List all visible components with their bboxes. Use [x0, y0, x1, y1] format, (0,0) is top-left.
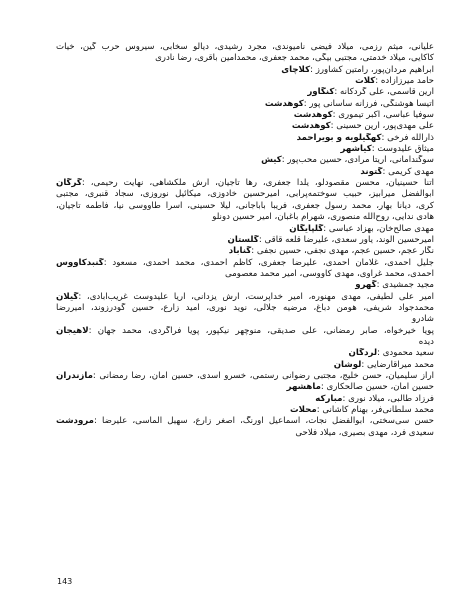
names-text: حامد میرزازاده : — [375, 76, 434, 87]
names-text: جلیل احمدی، غلامان احمدی، علیرضا جعفری، کاظم احمدی، محمد احمدی، مسعود : — [103, 257, 434, 268]
text-line: محمدجواد شریفی، هومن دباغ، مرضیه جلالی، نوید نوری، امید زارع، حسین گودرزوند، امیررضا — [56, 302, 434, 313]
place-name: گلستان — [227, 234, 259, 245]
place-name: ماهشهر — [286, 382, 321, 393]
text-line — [56, 382, 434, 393]
names-text: آرین قاسمی، علی گردکانه : — [334, 87, 434, 98]
text-line — [56, 360, 434, 371]
text-line: علیانی، میثم رزمی، میلاد فیضی نامیوندی، مجرد رشیدی، دیالو سخابی، سیروس حرب گین، خیات — [56, 42, 434, 52]
text-line — [56, 246, 434, 257]
place-name: گلپایگان — [289, 223, 324, 234]
text-line — [56, 235, 434, 246]
names-text: محمد سلطانی‌فر، بهنام کاشانی : — [316, 405, 434, 415]
names-text: حسن سی‌سختی، ابوالفضل نجات، اسماعیل اورنگ، اصغر زارع، سهیل الماسی، علیرضا : — [93, 416, 434, 427]
text-line: دیده — [418, 336, 434, 347]
place-name: گنبدکاووس — [56, 257, 104, 268]
place-name: کوهدشت — [264, 98, 304, 109]
place-name: گتوند — [360, 166, 383, 177]
text-line — [56, 121, 434, 132]
names-text: مجید جمشیدی : — [376, 280, 434, 291]
place-name: کنگاور — [307, 87, 335, 98]
text-line — [56, 258, 434, 269]
names-text: سعید محمودی : — [377, 348, 434, 359]
text-line — [56, 326, 434, 337]
names-text: آراز سلیمیان، حسن خلیج، مجتبی رضوانی رستمی، خسرو اسدی، حسین امان، رضا رمضانی : — [92, 370, 434, 381]
text-line — [56, 348, 434, 359]
place-name: کوهدشت — [291, 121, 331, 132]
place-name: مازندران — [56, 370, 93, 381]
names-text: سوگندامانی، آریتا مرادی، حسین محب‌پور : — [281, 155, 434, 166]
text-line — [56, 110, 434, 121]
text-line: ابوالفضل میرآبیز، حبیب سوختمه‌پرابی، امیرحسین خادوزی، میکائیل نوروزی، سجاد قنبری، مجتبی — [56, 189, 434, 200]
place-name: کلات — [355, 76, 376, 87]
text-line — [56, 405, 434, 416]
names-text: علی مهدی‌پور، آرین حسینی : — [330, 121, 434, 132]
text-line — [56, 224, 434, 235]
text-line — [56, 167, 434, 178]
text-line: سعیدی فرد، مهدی بصیری، میلاد فلاحی — [295, 427, 434, 438]
place-name: مرودشت — [56, 416, 94, 427]
place-name: لردگان — [348, 348, 378, 359]
text-line — [56, 371, 434, 382]
names-text: آتنا حسینیان، محسن مقصودلو، یلدا جعفری، رها تاجیان، آرش ملکشاهی، نهایت رحیمی، : — [81, 178, 434, 189]
text-line: احمدی، محمد غراوی، مهدی کاووسی، امیر محمد معصومی — [224, 268, 434, 279]
place-name: کلاچای — [281, 64, 311, 75]
place-name: کیش — [261, 155, 282, 166]
text-line — [56, 65, 434, 76]
names-text: مهدی کریمی : — [382, 166, 434, 177]
text-line — [56, 99, 434, 110]
names-text: مهدی صالح‌خان، بهزاد عباسی : — [323, 223, 434, 234]
names-text: سوفیا عباسی، اکبر تیموری : — [332, 110, 434, 121]
place-name: کوهدشت — [293, 110, 333, 121]
place-name: کیاشهر — [340, 144, 372, 155]
names-text: نگار عجم، حسین عجم، مهدی نجفی، حسین نجفی : — [251, 246, 434, 257]
place-name: کهگیلویه و بویراحمد — [296, 132, 382, 143]
text-line — [56, 394, 434, 405]
text-line — [56, 144, 434, 155]
text-line: شادرو — [412, 314, 434, 325]
names-text: پویا خیرخواه، صابر رمضانی، علی صدیقی، منوچهر نیکپور، پویا فراگردی، محمد جهان : — [88, 325, 434, 336]
names-text: ابراهیم مردان‌پور، رامتین کشاورز : — [310, 64, 434, 75]
text-line — [56, 155, 434, 166]
place-name: محلات — [290, 405, 317, 415]
text-line — [56, 133, 434, 144]
place-name: گیلان — [56, 291, 79, 302]
place-name: لوشان — [333, 359, 362, 370]
document-body — [56, 42, 434, 439]
names-text: امیر علی لطیفی، مهدی مهنوره، امیر خداپرست، آرش یزدانی، آریا علیدوست غریب‌آبادی، : — [78, 291, 434, 302]
names-text: میثاق علیدوست : — [371, 144, 434, 155]
text-line: هادی ندایی، روح‌الله منصوری، شهرام باغبان، امیر حسین دونلو — [212, 212, 434, 223]
text-line — [56, 87, 434, 98]
names-text: امیرحسین آلوند، یاور سعدی، علیرضا قلعه قاقی : — [258, 234, 434, 245]
names-text: حسین امان، حسین صالحکاری : — [320, 382, 434, 393]
text-line: کری، دیانا بهار، محمد رسول جعفری، فریبا باباجانی، لیلا حسینی، اسرا طاووسی نیا، فاطمه تاجیان، — [56, 200, 434, 211]
text-line — [56, 280, 434, 291]
text-line — [56, 76, 434, 87]
names-text: آتیسا هوشنگی، فرزانه ساسانی پور : — [303, 98, 434, 109]
names-text: ذارالله فرخی : — [381, 132, 434, 143]
text-line: کاکایی، میلاد خدمتی، مجتبی بیگی، محمد جعفری، محمدامین باقری، رضا نادری — [155, 53, 434, 64]
text-line — [56, 178, 434, 189]
place-name: گهرو — [355, 280, 377, 291]
place-name: گناباد — [228, 246, 252, 257]
names-text: محمد میرآقارضایی : — [361, 359, 434, 370]
page-number: 143 — [57, 577, 73, 586]
names-text: فرزاد طالبی، میلاد نوری : — [342, 393, 434, 404]
text-line — [56, 416, 434, 427]
place-name: گرگان — [56, 178, 82, 189]
text-line — [56, 292, 434, 303]
place-name: مبارکه — [315, 393, 343, 404]
place-name: لاهیجان — [56, 325, 89, 336]
